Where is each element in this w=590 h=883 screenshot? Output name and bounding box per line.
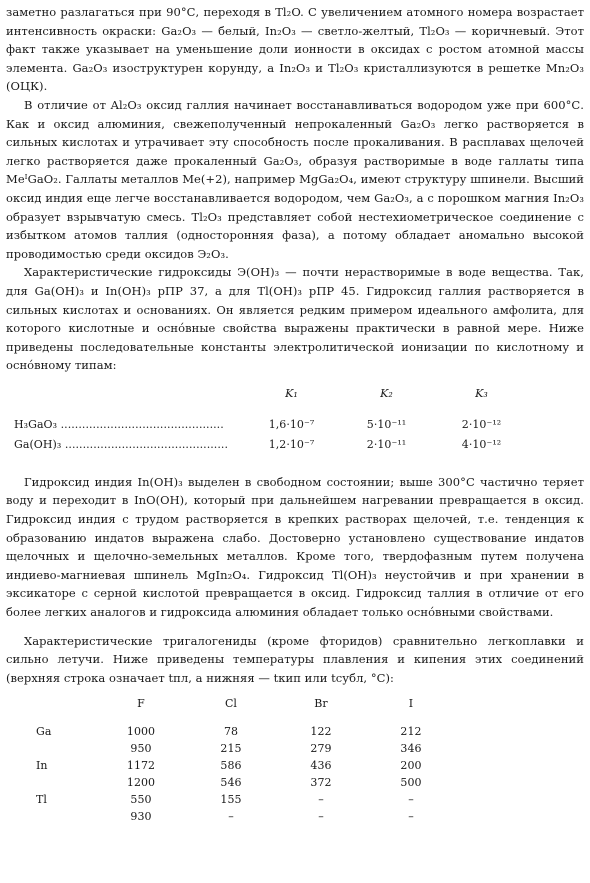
table-row bbox=[14, 415, 529, 435]
temperature-value: 212 bbox=[400, 725, 422, 739]
temperature-value: 436 bbox=[310, 759, 332, 773]
paragraph-5: Характеристические тригалогениды (кроме фторидов) сравнительно легкоплавки и сильно летучи. Ниже приведены температуры плавления и кипения этих соединений (верхняя строка означает tпл, а нижняя — tкип или tсубл, °С): bbox=[6, 633, 584, 685]
table-row bbox=[36, 774, 456, 791]
paragraph-1: заметно разлагаться при 90°С, переходя в Tl₂O. С увеличением атомного номера возрастает интенсивность окраски: Ga₂O₃ — белый, In₂O₃ — светло-желтый, Tl₂O₃ — коричневый. Этот факт также указывает на уменьшение доли ионности в оксидах с ростом атомной массы элемента. Ga₂O₃ изоструктурен корунду, а In₂O₃ и Tl₂O₃ кристаллизуются в решетке Mn₂O₃ (ОЦК). bbox=[6, 5, 584, 94]
constant-value: 1,2·10⁻⁷ bbox=[268, 437, 315, 451]
element-label bbox=[36, 774, 96, 791]
header-br: Br bbox=[314, 697, 328, 711]
temperature-value: 550 bbox=[130, 793, 152, 807]
ionization-constants-table bbox=[14, 385, 529, 455]
element-label bbox=[36, 740, 96, 757]
temperature-value: 1172 bbox=[126, 759, 156, 773]
halide-temperatures-table bbox=[36, 695, 456, 825]
constant-value: 5·10⁻¹¹ bbox=[366, 417, 407, 431]
temperature-value: 546 bbox=[220, 776, 242, 790]
constant-value: 1,6·10⁻⁷ bbox=[268, 417, 315, 431]
temperature-value: 200 bbox=[400, 759, 422, 773]
temperature-value: 155 bbox=[220, 793, 242, 807]
temperature-value: 930 bbox=[130, 810, 152, 824]
temperature-value: – bbox=[228, 810, 234, 824]
temperature-value: 586 bbox=[220, 759, 242, 773]
temperature-value: 372 bbox=[310, 776, 332, 790]
temperature-value: 215 bbox=[220, 742, 242, 756]
element-label: Ga bbox=[36, 725, 52, 739]
header-k2: K₂ bbox=[380, 386, 393, 400]
paragraph-3: Характеристические гидроксиды Э(OH)₃ — почти нерастворимые в воде вещества. Так, для Ga(OH)₃ и In(OH)₃ рПР 37, а для Tl(OH)₃ рПР 45. Гидроксид галлия растворяется в сильных кислотах и основаниях. Он является редким примером идеального амфолита, для которого кислотные и оснóвные свойства выражены практически в равной мере. Ниже приведены последовательные константы электролитической ионизации по кислотному и оснóвному типам: bbox=[6, 265, 584, 373]
temperature-value: 1000 bbox=[126, 725, 156, 739]
constant-value: 2·10⁻¹² bbox=[461, 417, 502, 431]
temperature-value: – bbox=[318, 793, 324, 807]
header-k3: K₃ bbox=[475, 386, 488, 400]
constant-value: 4·10⁻¹² bbox=[461, 437, 502, 451]
temperature-value: – bbox=[318, 810, 324, 824]
temperature-value: 279 bbox=[310, 742, 332, 756]
header-k1: K₁ bbox=[285, 386, 298, 400]
compound-name: Ga(OH)₃ .............................................. bbox=[14, 437, 228, 451]
temperature-value: – bbox=[408, 810, 414, 824]
element-label bbox=[36, 808, 96, 825]
temperature-value: 950 bbox=[130, 742, 152, 756]
paragraph-2: В отличие от Al₂O₃ оксид галлия начинает восстанавливаться водородом уже при 600°С. Как и оксид алюминия, свежеполученный непрокаленный Ga₂O₃ легко растворяется в сильных кислотах и утрачивает эту способность после прокаливания. В расплавах щелочей легко растворяется даже прокаленный Ga₂O₃, образуя растворимые в воде галлаты типа MeᴵGaO₂. Галлаты металлов Me(+2), например MgGa₂O₄, имеют структуру шпинели. Высший оксид индия еще легче восстанавливается водородом, чем Ga₂O₃, а с порошком магния In₂O₃ образует взрывчатую смесь. Tl₂O₃ представляет собой нестехиометрическое соединение с избытком атомов таллия (односторонняя фаза), а потому обладает аномально высокой проводимостью среди оксидов Э₂O₃. bbox=[6, 97, 584, 261]
table-row bbox=[14, 435, 529, 455]
paragraph-4: Гидроксид индия In(OH)₃ выделен в свободном состоянии; выше 300°С частично теряет воду и переходит в InO(OH), который при дальнейшем нагревании превращается в оксид. Гидроксид индия с трудом растворяется в крепких растворах щелочей, т.е. тенденция к образованию индатов выражена слабо. Достоверно установлено существование индатов щелочных и щелочно-земельных металлов. Кроме того, твердофазным путем получена индиево-магниевая шпинель MgIn₂O₄. Гидроксид Tl(OH)₃ неустойчив и при хранении в эксикаторе с серной кислотой превращается в оксид. Гидроксид таллия в отличие от его более легких аналогов и гидроксида алюминия обладает только оснóвными свойствами. bbox=[6, 474, 584, 620]
compound-name: H₃GaO₃ .............................................. bbox=[14, 417, 224, 431]
header-cl: Cl bbox=[224, 697, 238, 711]
constants-header-row bbox=[14, 385, 529, 415]
header-i: I bbox=[408, 697, 414, 711]
temperature-value: 346 bbox=[400, 742, 422, 756]
temperature-value: 500 bbox=[400, 776, 422, 790]
element-label: In bbox=[36, 759, 48, 773]
table-row bbox=[36, 757, 456, 774]
temperature-value: 78 bbox=[223, 725, 239, 739]
temperature-value: 122 bbox=[310, 725, 332, 739]
halide-header-row bbox=[36, 695, 456, 723]
table-row bbox=[36, 808, 456, 825]
header-f: F bbox=[137, 697, 145, 711]
temperature-value: 1200 bbox=[126, 776, 156, 790]
element-label: Tl bbox=[36, 793, 47, 807]
constant-value: 2·10⁻¹¹ bbox=[366, 437, 407, 451]
table-row bbox=[36, 723, 456, 740]
table-row bbox=[36, 791, 456, 808]
temperature-value: – bbox=[408, 793, 414, 807]
table-row bbox=[36, 740, 456, 757]
